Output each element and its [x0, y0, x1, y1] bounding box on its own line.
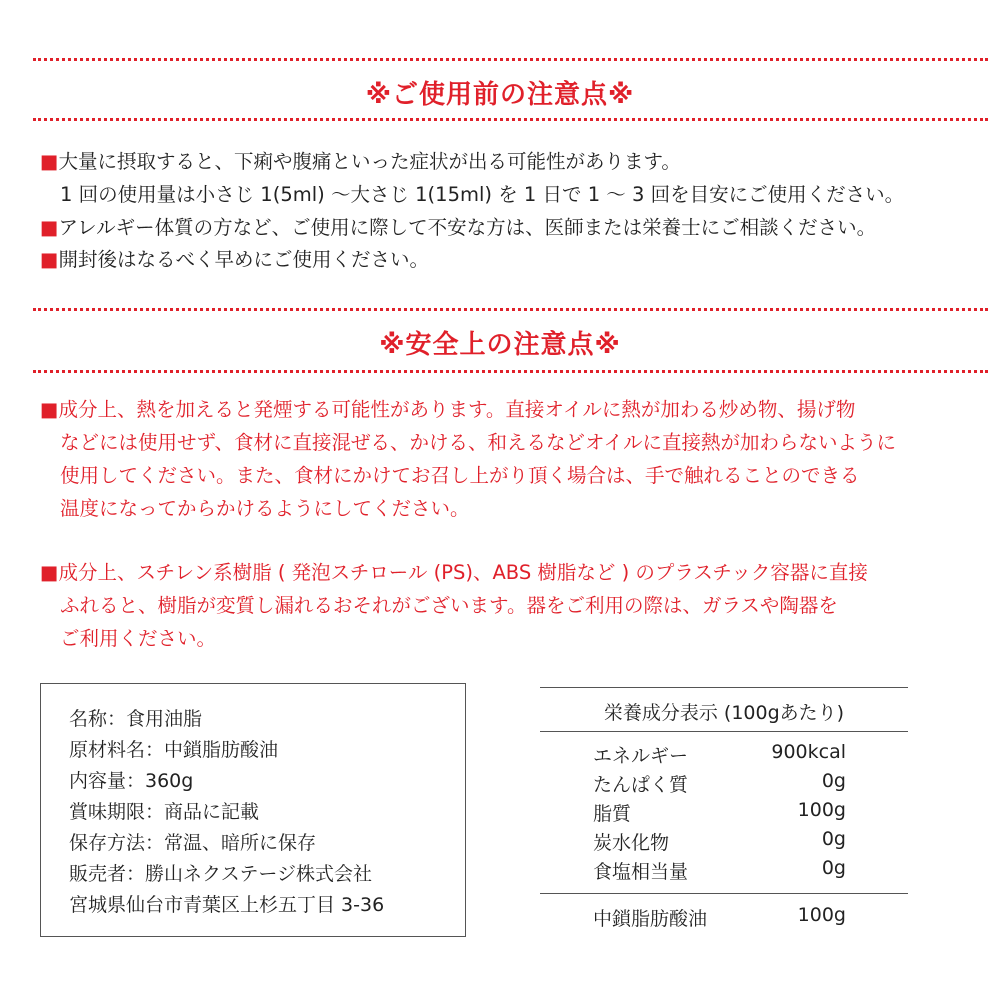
section-heading-before-use: ※ご使用前の注意点※	[365, 80, 635, 110]
safety-paragraph-line: などには使用せず、食材に直接混ぜる、かける、和えるなどオイルに直接熱が加わらないように	[60, 431, 896, 454]
nutrition-label-mct-oil: 中鎖脂肪酸油	[593, 908, 708, 930]
nutrition-table-rule	[540, 893, 908, 894]
section-heading-safety: ※安全上の注意点※	[379, 330, 621, 360]
dotted-divider	[33, 58, 988, 61]
ingredients: 原材料名：中鎖脂肪酸油	[69, 739, 279, 761]
square-bullet-icon: ■	[40, 216, 59, 239]
nutrition-value-fat: 100g	[797, 799, 846, 821]
square-bullet-icon: ■	[40, 248, 59, 271]
nutrition-table-title: 栄養成分表示 (100gあたり)	[603, 702, 845, 724]
nutrition-table-top-rule	[540, 687, 908, 688]
square-bullet-icon: ■	[40, 561, 59, 584]
safety-paragraph-line: ■成分上、スチレン系樹脂 ( 発泡スチロール (PS)、ABS 樹脂など ) のプラスチック容器に直接	[40, 561, 868, 584]
nutrition-value-carbohydrate: 0g	[821, 828, 846, 850]
nutrition-table-rule	[540, 731, 908, 732]
nutrition-label-protein: たんぱく質	[593, 774, 689, 796]
notice-item-continuation: 1 回の使用量は小さじ 1(5ml) 〜大さじ 1(15ml) を 1 日で 1 〜 3 回を目安にご使用ください。	[60, 183, 905, 206]
notice-item: ■大量に摂取すると、下痢や腹痛といった症状が出る可能性があります。	[40, 150, 681, 173]
nutrition-value-mct-oil: 100g	[797, 904, 846, 926]
nutrition-label-fat: 脂質	[593, 803, 632, 825]
best-before: 賞味期限：商品に記載	[69, 801, 260, 823]
dotted-divider	[33, 118, 988, 121]
dotted-divider	[33, 308, 988, 311]
nutrition-label-carbohydrate: 炭水化物	[593, 832, 670, 854]
square-bullet-icon: ■	[40, 398, 59, 421]
notice-item: ■アレルギー体質の方など、ご使用に際して不安な方は、医師または栄養士にご相談ください。	[40, 216, 877, 239]
seller-address: 宮城県仙台市青葉区上杉五丁目 3-36	[69, 894, 385, 916]
nutrition-label-salt: 食塩相当量	[593, 861, 689, 883]
product-name: 名称：食用油脂	[69, 708, 203, 730]
safety-paragraph-line: ふれると、樹脂が変質し漏れるおそれがございます。器をご利用の際は、ガラスや陶器を	[60, 594, 838, 617]
safety-paragraph-line: ご利用ください。	[60, 627, 217, 650]
product-info-box	[40, 683, 466, 937]
safety-paragraph-line: ■成分上、熱を加えると発煙する可能性があります。直接オイルに熱が加わる炒め物、揚げ物	[40, 398, 856, 421]
safety-paragraph-line: 温度になってからかけるようにしてください。	[60, 497, 470, 520]
safety-paragraph-line: 使用してください。また、食材にかけてお召し上がり頂く場合は、手で触れることのできる	[60, 464, 860, 487]
dotted-divider	[33, 370, 988, 373]
notice-item: ■開封後はなるべく早めにご使用ください。	[40, 248, 429, 271]
seller: 販売者：勝山ネクステージ株式会社	[69, 863, 373, 885]
net-content: 内容量：360g	[69, 770, 194, 792]
nutrition-label-energy: エネルギー	[593, 745, 689, 767]
nutrition-value-salt: 0g	[821, 857, 846, 879]
square-bullet-icon: ■	[40, 150, 59, 173]
storage-method: 保存方法：常温、暗所に保存	[69, 832, 317, 854]
nutrition-value-energy: 900kcal	[771, 741, 846, 763]
nutrition-value-protein: 0g	[821, 770, 846, 792]
